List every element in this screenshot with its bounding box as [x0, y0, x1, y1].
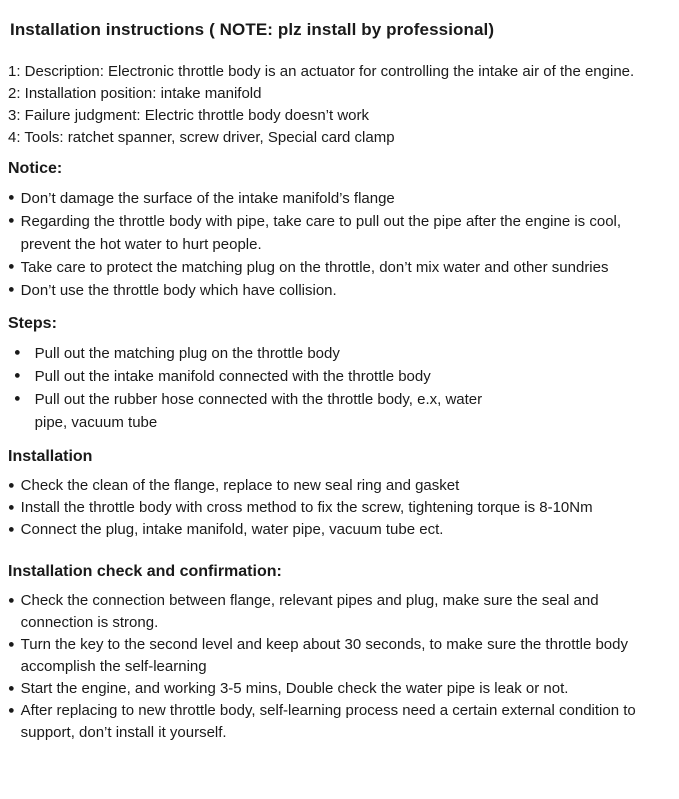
bullet-icon: ● — [8, 260, 15, 273]
bullet-text: Take care to protect the matching plug on the throttle, don’t mix water and other sundries — [20, 259, 609, 276]
section-installation — [8, 446, 669, 541]
intro-section — [8, 61, 638, 149]
list-item — [8, 475, 669, 497]
bullet-text: After replacing to new throttle body, self-learning process need a certain external condition to support, don’t install it yourself. — [20, 702, 636, 741]
section-installation-check — [8, 561, 669, 744]
section-heading-installation: Installation — [8, 448, 93, 465]
installation-check-bullet-list — [8, 590, 669, 744]
list-item — [8, 519, 669, 541]
list-item — [8, 279, 669, 302]
installation-bullet-list — [8, 475, 669, 541]
list-item — [8, 388, 669, 434]
bullet-icon: ● — [14, 392, 21, 405]
bullet-icon: ● — [8, 479, 15, 492]
list-item — [8, 634, 669, 678]
bullet-text: Connect the plug, intake manifold, water pipe, vacuum tube ect. — [20, 521, 444, 538]
section-heading-notice: Notice: — [8, 160, 63, 177]
intro-item-1: 1: Description: Electronic throttle body is an actuator for controlling the intake air of the engine. — [8, 63, 635, 80]
bullet-icon: ● — [8, 283, 15, 296]
list-item — [8, 256, 669, 279]
intro-item-3: 3: Failure judgment: Electric throttle body doesn’t work — [8, 107, 370, 124]
list-item — [8, 700, 669, 744]
bullet-text: Pull out the intake manifold connected with the throttle body — [34, 368, 431, 385]
list-item — [8, 497, 669, 519]
list-item — [8, 342, 669, 365]
bullet-text: Regarding the throttle body with pipe, take care to pull out the pipe after the engine is cool, prevent the hot water to hurt people. — [20, 213, 622, 253]
page-title: Installation instructions ( NOTE: plz install by professional) — [10, 20, 495, 39]
list-item — [8, 590, 669, 634]
bullet-icon: ● — [8, 704, 15, 717]
list-item — [8, 365, 669, 388]
bullet-text: Start the engine, and working 3-5 mins, Double check the water pipe is leak or not. — [20, 680, 569, 697]
bullet-icon: ● — [14, 346, 21, 359]
section-heading-installation-check: Installation check and confirmation: — [8, 563, 282, 580]
section-heading-steps: Steps: — [8, 315, 57, 332]
bullet-icon: ● — [8, 523, 15, 536]
bullet-icon: ● — [8, 682, 15, 695]
steps-bullet-list — [8, 342, 669, 434]
list-item — [8, 678, 669, 700]
bullet-text: Don’t use the throttle body which have collision. — [20, 282, 337, 299]
list-item — [8, 187, 669, 210]
bullet-icon: ● — [8, 501, 15, 514]
bullet-text: Check the connection between flange, relevant pipes and plug, make sure the seal and connection is strong. — [20, 592, 599, 631]
bullet-icon: ● — [8, 191, 15, 204]
notice-bullet-list — [8, 187, 669, 302]
section-steps — [8, 313, 669, 434]
bullet-text: Pull out the matching plug on the throttle body — [34, 345, 340, 362]
bullet-icon: ● — [8, 214, 15, 227]
bullet-text: Pull out the rubber hose connected with the throttle body, e.x, water pipe, vacuum tube — [34, 391, 483, 431]
bullet-text: Check the clean of the flange, replace to new seal ring and gasket — [20, 477, 460, 494]
bullet-text: Turn the key to the second level and keep about 30 seconds, to make sure the throttle body accomplish the self-learning — [20, 636, 628, 675]
bullet-icon: ● — [8, 594, 15, 607]
intro-item-4: 4: Tools: ratchet spanner, screw driver, Special card clamp — [8, 129, 395, 146]
intro-item-2: 2: Installation position: intake manifold — [8, 85, 262, 102]
bullet-text: Don’t damage the surface of the intake manifold’s flange — [20, 190, 395, 207]
section-notice — [8, 158, 669, 302]
list-item — [8, 210, 669, 256]
bullet-icon: ● — [14, 369, 21, 382]
bullet-text: Install the throttle body with cross method to fix the screw, tightening torque is 8-10Nm — [20, 499, 593, 516]
bullet-icon: ● — [8, 638, 15, 651]
